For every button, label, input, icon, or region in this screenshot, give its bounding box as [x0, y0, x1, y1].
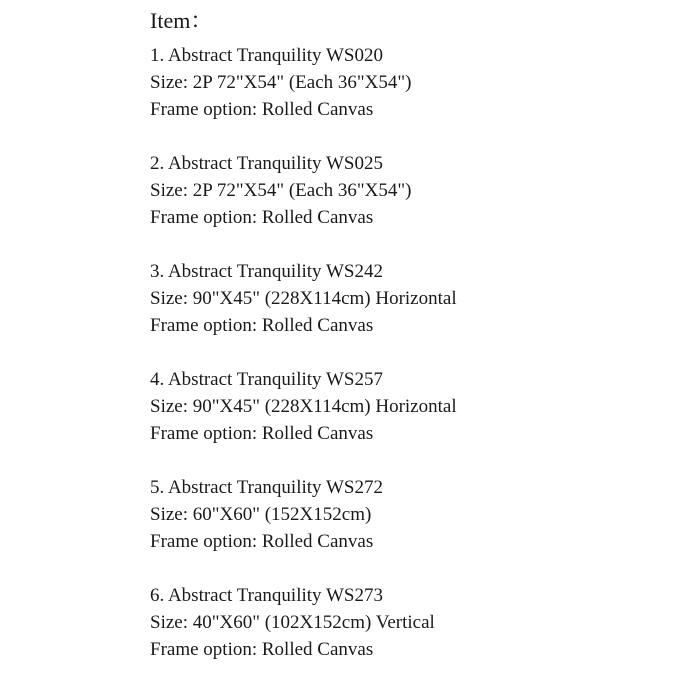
item-title: 3. Abstract Tranquility WS242 — [150, 261, 383, 282]
item-size: Size: 60"X60" (152X152cm) — [150, 504, 372, 525]
item-size: Size: 2P 72"X54" (Each 36"X54") — [150, 72, 412, 93]
item-title: 5. Abstract Tranquility WS272 — [150, 477, 383, 498]
item-title: 4. Abstract Tranquility WS257 — [150, 369, 383, 390]
list-item — [150, 366, 690, 447]
item-frame-option: Frame option: Rolled Canvas — [150, 99, 374, 120]
list-item — [150, 42, 690, 123]
list-item — [150, 150, 690, 231]
item-title: 6. Abstract Tranquility WS273 — [150, 585, 383, 606]
item-frame-option: Frame option: Rolled Canvas — [150, 207, 374, 228]
item-heading: Item： — [150, 8, 213, 33]
item-frame-option: Frame option: Rolled Canvas — [150, 315, 374, 336]
item-size: Size: 2P 72"X54" (Each 36"X54") — [150, 180, 412, 201]
list-item — [150, 474, 690, 555]
item-frame-option: Frame option: Rolled Canvas — [150, 423, 374, 444]
item-size: Size: 90"X45" (228X114cm) Horizontal — [150, 288, 457, 309]
list-item — [150, 582, 690, 663]
item-title: 1. Abstract Tranquility WS020 — [150, 45, 383, 66]
item-frame-option: Frame option: Rolled Canvas — [150, 639, 374, 660]
list-item — [150, 258, 690, 339]
item-size: Size: 90"X45" (228X114cm) Horizontal — [150, 396, 457, 417]
item-list-document — [150, 6, 690, 690]
item-title: 2. Abstract Tranquility WS025 — [150, 153, 383, 174]
item-frame-option: Frame option: Rolled Canvas — [150, 531, 374, 552]
item-size: Size: 40"X60" (102X152cm) Vertical — [150, 612, 435, 633]
